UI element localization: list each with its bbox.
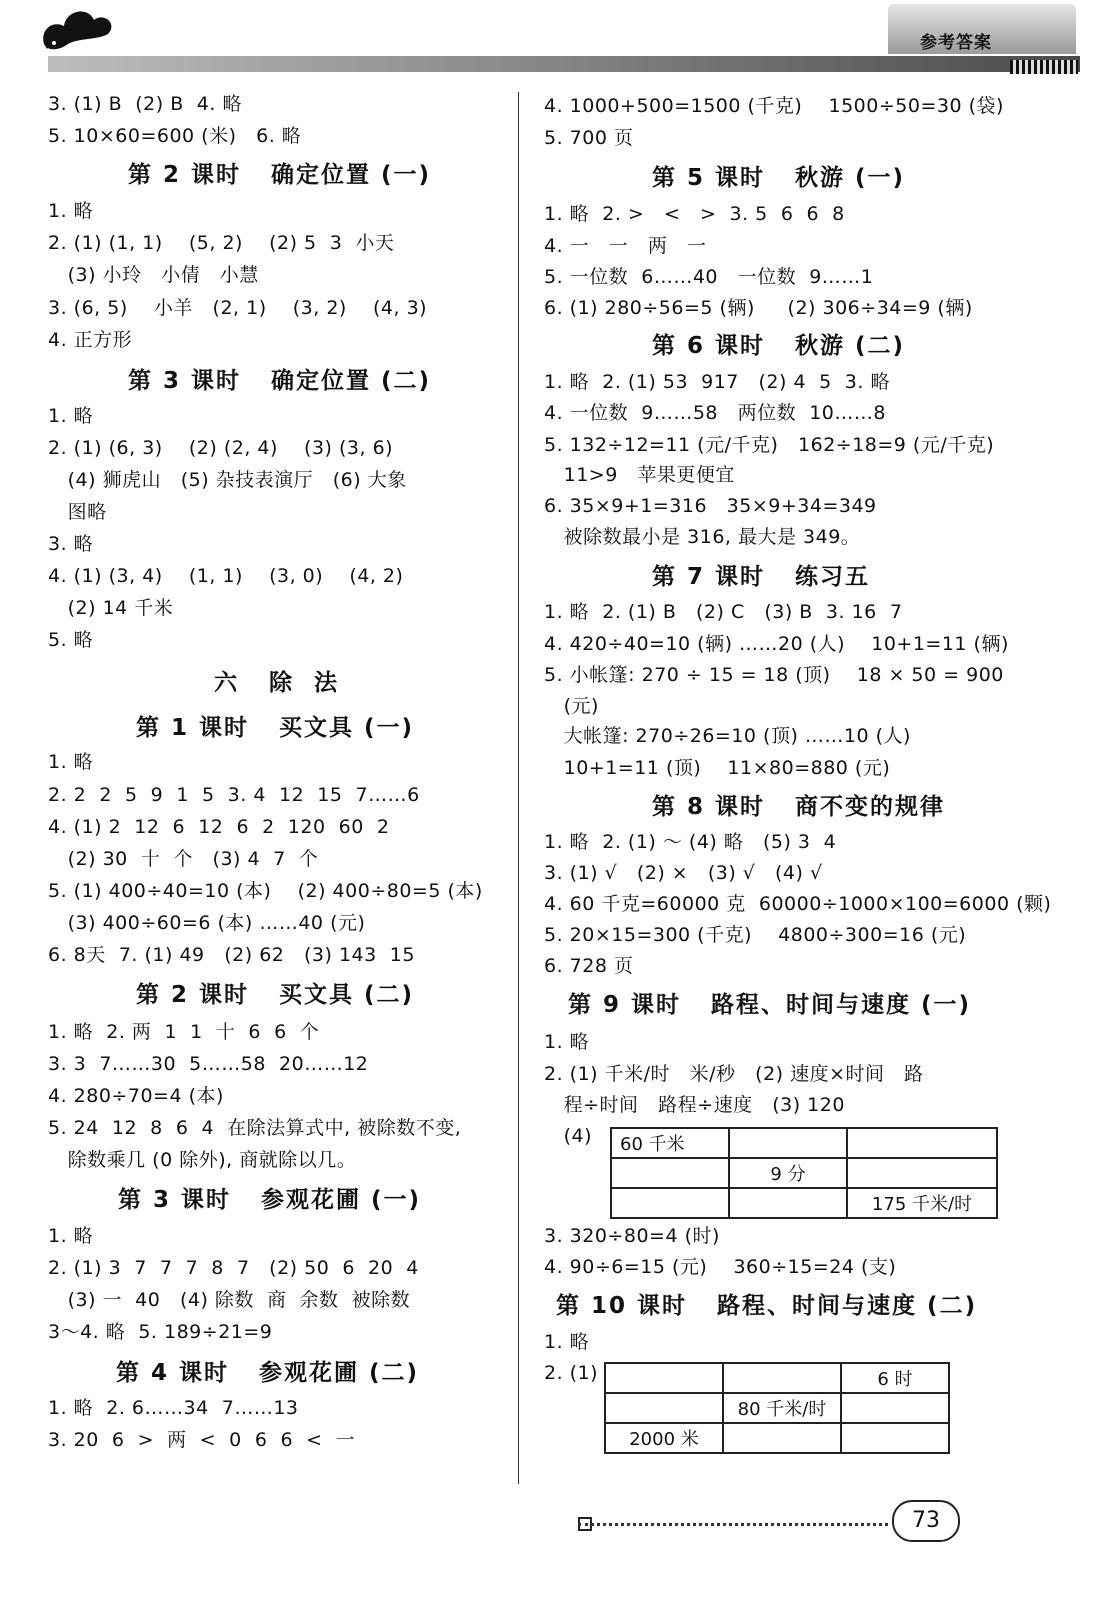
answer-line: 1. 略 2. (1) ～ (4) 略 (5) 3 4 <box>544 831 837 853</box>
answer-line: 5. 略 <box>48 629 94 651</box>
answer-line: 1. 略 2. 6……34 7……13 <box>48 1397 299 1419</box>
table-cell <box>729 1128 847 1158</box>
section-heading: 第 2 课时 确定位置 (一) <box>128 162 432 188</box>
answer-line: 1. 略 <box>48 200 94 222</box>
answer-line: 被除数最小是 316, 最大是 349。 <box>544 526 861 548</box>
answer-line: 2. 2 2 5 9 1 5 3. 4 12 15 7……6 <box>48 784 420 806</box>
answer-line: 5. 700 页 <box>544 127 634 149</box>
table-cell <box>847 1158 997 1188</box>
section-heading: 第 6 课时 秋游 (二) <box>652 333 906 359</box>
answer-line: 10+1=11 (顶) 11×80=880 (元) <box>544 757 891 779</box>
answer-line: 4. 280÷70=4 (本) <box>48 1085 224 1107</box>
answer-line: (4) <box>544 1125 593 1147</box>
answer-line: 图略 <box>48 501 107 523</box>
answer-line: 5. 132÷12=11 (元/千克) 162÷18=9 (元/千克) <box>544 434 995 456</box>
answer-line: 1. 略 2. (1) 53 917 (2) 4 5 3. 略 <box>544 371 890 393</box>
cloud-swirl-logo-icon <box>38 0 118 56</box>
answer-line: 4. 60 千克=60000 克 60000÷1000×100=6000 (颗) <box>544 893 1052 915</box>
table-row <box>605 1423 949 1453</box>
answer-line: 3～4. 略 5. 189÷21=9 <box>48 1321 273 1343</box>
section-heading: 第 8 课时 商不变的规律 <box>652 794 946 820</box>
table-cell <box>729 1188 847 1218</box>
answer-line: 4. 正方形 <box>48 329 133 351</box>
answer-line: 1. 略 <box>48 751 94 773</box>
table-cell: 60 千米 <box>611 1128 729 1158</box>
section-heading: 第 9 课时 路程、时间与速度 (一) <box>568 992 972 1018</box>
page-header <box>0 0 1099 92</box>
answer-line: 4. 一 一 两 一 <box>544 235 707 257</box>
answer-line: 4. (1) 2 12 6 12 6 2 120 60 2 <box>48 816 390 838</box>
answer-line: 2. (1) 3 7 7 7 8 7 (2) 50 6 20 4 <box>48 1257 419 1279</box>
section-heading: 第 3 课时 确定位置 (二) <box>128 368 432 394</box>
speed-table-1 <box>610 1127 998 1219</box>
section-heading: 第 7 课时 练习五 <box>652 564 871 590</box>
answer-line: 2. (1) <box>544 1362 599 1384</box>
header-bar <box>48 56 1080 72</box>
column-divider <box>518 92 519 1484</box>
answer-line: 11>9 苹果更便宜 <box>544 464 735 486</box>
answer-line: 3. (1) √ (2) × (3) √ (4) √ <box>544 862 823 884</box>
answer-line: 2. (1) (6, 3) (2) (2, 4) (3) (3, 6) <box>48 437 394 459</box>
answer-line: (2) 14 千米 <box>48 597 174 619</box>
table-row <box>605 1363 949 1393</box>
table-cell <box>841 1393 949 1423</box>
answer-line: 5. (1) 400÷40=10 (本) (2) 400÷80=5 (本) <box>48 880 483 902</box>
answer-line: 大帐篷: 270÷26=10 (顶) ……10 (人) <box>544 725 911 747</box>
table-cell: 2000 米 <box>605 1423 723 1453</box>
answer-line: 1. 略 <box>48 405 94 427</box>
answer-line: (3) 小玲 小倩 小慧 <box>48 264 259 286</box>
answer-line: 1. 略 <box>48 1225 94 1247</box>
page-number: 73 <box>892 1500 960 1542</box>
section-heading: 第 1 课时 买文具 (一) <box>136 715 415 741</box>
table-cell <box>847 1128 997 1158</box>
table-row <box>605 1393 949 1423</box>
footer-dotted-rule <box>578 1523 888 1528</box>
answer-line: 1. 略 <box>544 1331 590 1353</box>
answer-line: 3. 略 <box>48 533 94 555</box>
table-cell: 6 时 <box>841 1363 949 1393</box>
section-heading: 第 4 课时 参观花圃 (二) <box>116 1360 420 1386</box>
answer-line: 6. 35×9+1=316 35×9+34=349 <box>544 495 877 517</box>
answer-line: 5. 24 12 8 6 4 在除法算式中, 被除数不变, <box>48 1117 462 1139</box>
answer-line: 5. 10×60=600 (米) 6. 略 <box>48 125 302 147</box>
table-cell: 175 千米/时 <box>847 1188 997 1218</box>
section-heading: 第 3 课时 参观花圃 (一) <box>118 1187 422 1213</box>
answer-line: 4. 90÷6=15 (元) 360÷15=24 (支) <box>544 1256 897 1278</box>
answer-line: 3. (1) B (2) B 4. 略 <box>48 93 242 115</box>
answer-line: 4. 420÷40=10 (辆) ……20 (人) 10+1=11 (辆) <box>544 633 1009 655</box>
table-row <box>611 1158 997 1188</box>
table-row <box>611 1128 997 1158</box>
header-stripes <box>1010 60 1078 74</box>
section-heading: 六 除 法 <box>214 670 340 696</box>
answer-line: 4. (1) (3, 4) (1, 1) (3, 0) (4, 2) <box>48 565 404 587</box>
answer-line: 2. (1) (1, 1) (5, 2) (2) 5 3 小天 <box>48 232 395 254</box>
answer-line: (4) 狮虎山 (5) 杂技表演厅 (6) 大象 <box>48 469 407 491</box>
answer-line: (3) 400÷60=6 (本) ……40 (元) <box>48 912 366 934</box>
table-cell <box>605 1363 723 1393</box>
section-heading: 第 10 课时 路程、时间与速度 (二) <box>556 1293 978 1319</box>
answer-line: (3) 一 40 (4) 除数 商 余数 被除数 <box>48 1289 411 1311</box>
table-cell <box>723 1363 841 1393</box>
table-cell <box>611 1188 729 1218</box>
answer-line: 5. 一位数 6……40 一位数 9……1 <box>544 266 874 288</box>
answer-line: 2. (1) 千米/时 米/秒 (2) 速度×时间 路 <box>544 1063 924 1085</box>
answer-line: 6. 8天 7. (1) 49 (2) 62 (3) 143 15 <box>48 944 415 966</box>
answer-line: 1. 略 2. 两 1 1 十 6 6 个 <box>48 1021 320 1043</box>
table-cell: 9 分 <box>729 1158 847 1188</box>
section-heading: 第 5 课时 秋游 (一) <box>652 165 906 191</box>
answer-line: 除数乘几 (0 除外), 商就除以几。 <box>48 1149 357 1171</box>
answer-line: 1. 略 2. > < > 3. 5 6 6 8 <box>544 203 845 225</box>
table-cell <box>723 1423 841 1453</box>
answer-line: 程÷时间 路程÷速度 (3) 120 <box>544 1094 845 1116</box>
table-row <box>611 1188 997 1218</box>
answer-line: 4. 1000+500=1500 (千克) 1500÷50=30 (袋) <box>544 95 1004 117</box>
table-cell: 80 千米/时 <box>723 1393 841 1423</box>
table-cell <box>841 1423 949 1453</box>
answer-line: 6. (1) 280÷56=5 (辆) (2) 306÷34=9 (辆) <box>544 297 973 319</box>
answer-line: 4. 一位数 9……58 两位数 10……8 <box>544 402 886 424</box>
answer-line: 3. 20 6 > 两 < 0 6 6 < 一 <box>48 1429 356 1451</box>
answer-line: 3. (6, 5) 小羊 (2, 1) (3, 2) (4, 3) <box>48 297 428 319</box>
table-cell <box>611 1158 729 1188</box>
section-heading: 第 2 课时 买文具 (二) <box>136 982 415 1008</box>
answer-line: 1. 略 <box>544 1031 590 1053</box>
answer-line: 1. 略 2. (1) B (2) C (3) B 3. 16 7 <box>544 601 903 623</box>
table-cell <box>605 1393 723 1423</box>
header-label: 参考答案 <box>920 33 992 53</box>
answer-line: (元) <box>544 695 599 717</box>
answer-line: 3. 320÷80=4 (时) <box>544 1225 720 1247</box>
answer-line: 5. 20×15=300 (千克) 4800÷300=16 (元) <box>544 924 967 946</box>
answer-line: 6. 728 页 <box>544 955 634 977</box>
answer-line: 3. 3 7……30 5……58 20……12 <box>48 1053 369 1075</box>
answer-line: (2) 30 十 个 (3) 4 7 个 <box>48 848 319 870</box>
answer-line: 5. 小帐篷: 270 ÷ 15 = 18 (顶) 18 × 50 = 900 <box>544 664 1004 686</box>
speed-table-2 <box>604 1362 950 1454</box>
